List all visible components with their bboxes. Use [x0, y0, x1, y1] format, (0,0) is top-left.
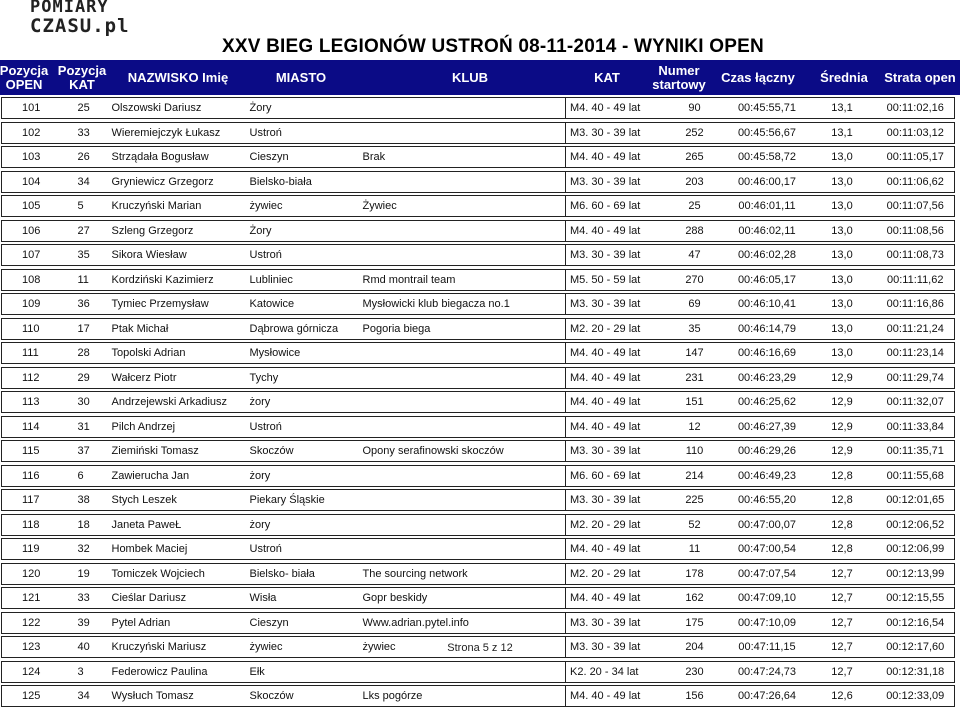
- cell-kat: M4. 40 - 49 lat: [566, 147, 663, 168]
- cell-pos-open: 113: [2, 392, 74, 413]
- cell-bib: 35: [663, 318, 727, 339]
- cell-pos-open: 116: [2, 465, 74, 486]
- table-row: [2, 98, 955, 119]
- cell-time: 00:47:09,10: [727, 588, 808, 609]
- cell-time: 00:46:23,29: [727, 367, 808, 388]
- cell-pos-kat: 27: [74, 220, 108, 241]
- cell-name: Ziemiński Tomasz: [108, 441, 246, 462]
- cell-bib: 270: [663, 269, 727, 290]
- cell-time: 00:46:10,41: [727, 294, 808, 315]
- cell-name: Topolski Adrian: [108, 343, 246, 364]
- cell-bib: 162: [663, 588, 727, 609]
- cell-bib: 178: [663, 563, 727, 584]
- table-row: [2, 539, 955, 560]
- cell-loss: 00:12:06,99: [877, 539, 955, 560]
- cell-name: Pilch Andrzej: [108, 416, 246, 437]
- table-row: [2, 441, 955, 462]
- cell-avg: 13,0: [808, 171, 877, 192]
- cell-name: Cieślar Dariusz: [108, 588, 246, 609]
- cell-club: [359, 514, 566, 535]
- cell-pos-kat: 37: [74, 441, 108, 462]
- cell-time: 00:46:00,17: [727, 171, 808, 192]
- cell-pos-open: 122: [2, 612, 74, 633]
- cell-bib: 231: [663, 367, 727, 388]
- cell-loss: 00:11:11,62: [877, 269, 955, 290]
- cell-name: Wieremiejczyk Łukasz: [108, 122, 246, 143]
- cell-name: Federowicz Paulina: [108, 661, 246, 682]
- cell-name: Kruczyński Mariusz: [108, 637, 246, 658]
- cell-kat: M3. 30 - 39 lat: [566, 245, 663, 266]
- cell-bib: 110: [663, 441, 727, 462]
- cell-bib: 12: [663, 416, 727, 437]
- cell-pos-open: 104: [2, 171, 74, 192]
- cell-time: 00:47:26,64: [727, 686, 808, 707]
- cell-pos-kat: 6: [74, 465, 108, 486]
- cell-bib: 265: [663, 147, 727, 168]
- cell-city: Mysłowice: [246, 343, 359, 364]
- table-row: [2, 612, 955, 633]
- cell-pos-open: 115: [2, 441, 74, 462]
- cell-time: 00:46:02,28: [727, 245, 808, 266]
- cell-city: Wisła: [246, 588, 359, 609]
- cell-club: The sourcing network: [359, 563, 566, 584]
- cell-time: 00:47:07,54: [727, 563, 808, 584]
- results-body: [2, 98, 955, 707]
- cell-city: Bielsko- biała: [246, 563, 359, 584]
- cell-pos-kat: 11: [74, 269, 108, 290]
- cell-time: 00:46:49,23: [727, 465, 808, 486]
- cell-club: Rmd montrail team: [359, 269, 566, 290]
- cell-avg: 13,0: [808, 318, 877, 339]
- cell-kat: M5. 50 - 59 lat: [566, 269, 663, 290]
- cell-bib: 214: [663, 465, 727, 486]
- cell-city: żywiec: [246, 196, 359, 217]
- cell-kat: M6. 60 - 69 lat: [566, 196, 663, 217]
- cell-city: Ustroń: [246, 122, 359, 143]
- cell-loss: 00:11:08,73: [877, 245, 955, 266]
- cell-club: Www.adrian.pytel.info: [359, 612, 566, 633]
- table-row: [2, 318, 955, 339]
- cell-bib: 69: [663, 294, 727, 315]
- cell-pos-open: 106: [2, 220, 74, 241]
- cell-city: Bielsko-biała: [246, 171, 359, 192]
- table-row: [2, 196, 955, 217]
- cell-pos-open: 107: [2, 245, 74, 266]
- cell-kat: M4. 40 - 49 lat: [566, 588, 663, 609]
- cell-pos-open: 121: [2, 588, 74, 609]
- cell-kat: M4. 40 - 49 lat: [566, 98, 663, 119]
- cell-bib: 203: [663, 171, 727, 192]
- cell-time: 00:46:02,11: [727, 220, 808, 241]
- cell-avg: 12,8: [808, 539, 877, 560]
- cell-kat: M4. 40 - 49 lat: [566, 343, 663, 364]
- cell-city: Żory: [246, 98, 359, 119]
- cell-city: Cieszyn: [246, 612, 359, 633]
- header-club: KLUB: [451, 69, 489, 85]
- table-row: [2, 661, 955, 682]
- site-logo: [30, 0, 130, 40]
- cell-name: Tymiec Przemysław: [108, 294, 246, 315]
- cell-loss: 00:11:08,56: [877, 220, 955, 241]
- cell-club: [359, 220, 566, 241]
- cell-kat: M3. 30 - 39 lat: [566, 441, 663, 462]
- cell-city: Cieszyn: [246, 147, 359, 168]
- cell-city: Skoczów: [246, 686, 359, 707]
- cell-pos-open: 119: [2, 539, 74, 560]
- cell-loss: 00:11:05,17: [877, 147, 955, 168]
- cell-club: Mysłowicki klub biegacza no.1: [359, 294, 566, 315]
- cell-name: Ptak Michał: [108, 318, 246, 339]
- cell-city: Żory: [246, 220, 359, 241]
- cell-kat: M2. 20 - 29 lat: [566, 563, 663, 584]
- cell-bib: 175: [663, 612, 727, 633]
- header-time: Czas łączny: [721, 69, 795, 85]
- cell-pos-open: 123: [2, 637, 74, 658]
- cell-loss: 00:11:07,56: [877, 196, 955, 217]
- page-footer: Strona 5 z 12: [447, 642, 513, 654]
- cell-time: 00:45:55,71: [727, 98, 808, 119]
- cell-city: żory: [246, 514, 359, 535]
- header-loss: Strata open: [884, 69, 956, 85]
- cell-avg: 13,0: [808, 147, 877, 168]
- table-row: [2, 392, 955, 413]
- header-name: NAZWISKO Imię: [127, 69, 229, 85]
- cell-pos-kat: 34: [74, 171, 108, 192]
- cell-club: żywiec: [359, 637, 566, 658]
- cell-time: 00:46:05,17: [727, 269, 808, 290]
- cell-time: 00:46:29,26: [727, 441, 808, 462]
- cell-loss: 00:11:23,14: [877, 343, 955, 364]
- cell-time: 00:46:55,20: [727, 490, 808, 511]
- cell-pos-kat: 17: [74, 318, 108, 339]
- cell-avg: 13,0: [808, 196, 877, 217]
- cell-name: Andrzejewski Arkadiusz: [108, 392, 246, 413]
- cell-bib: 151: [663, 392, 727, 413]
- cell-pos-kat: 40: [74, 637, 108, 658]
- cell-loss: 00:11:55,68: [877, 465, 955, 486]
- table-row: [2, 245, 955, 266]
- cell-time: 00:47:24,73: [727, 661, 808, 682]
- cell-bib: 156: [663, 686, 727, 707]
- cell-name: Olszowski Dariusz: [108, 98, 246, 119]
- cell-loss: 00:11:35,71: [877, 441, 955, 462]
- cell-name: Sikora Wiesław: [108, 245, 246, 266]
- table-row: [2, 686, 955, 707]
- header-bib: Numer startowy: [652, 62, 706, 92]
- cell-pos-open: 120: [2, 563, 74, 584]
- cell-time: 00:45:58,72: [727, 147, 808, 168]
- cell-name: Stych Leszek: [108, 490, 246, 511]
- table-row: [2, 367, 955, 388]
- cell-time: 00:46:16,69: [727, 343, 808, 364]
- cell-bib: 90: [663, 98, 727, 119]
- cell-pos-kat: 3: [74, 661, 108, 682]
- cell-pos-kat: 32: [74, 539, 108, 560]
- cell-kat: M3. 30 - 39 lat: [566, 637, 663, 658]
- cell-avg: 13,0: [808, 269, 877, 290]
- cell-pos-kat: 5: [74, 196, 108, 217]
- cell-loss: 00:12:31,18: [877, 661, 955, 682]
- cell-time: 00:47:00,07: [727, 514, 808, 535]
- cell-pos-kat: 26: [74, 147, 108, 168]
- table-row: [2, 122, 955, 143]
- cell-avg: 13,0: [808, 294, 877, 315]
- cell-bib: 25: [663, 196, 727, 217]
- cell-pos-kat: 34: [74, 686, 108, 707]
- cell-loss: 00:12:15,55: [877, 588, 955, 609]
- cell-time: 00:47:11,15: [727, 637, 808, 658]
- cell-city: Lubliniec: [246, 269, 359, 290]
- cell-name: Strządała Bogusław: [108, 147, 246, 168]
- cell-pos-open: 112: [2, 367, 74, 388]
- cell-kat: M3. 30 - 39 lat: [566, 122, 663, 143]
- table-row: [2, 294, 955, 315]
- cell-name: Zawierucha Jan: [108, 465, 246, 486]
- cell-pos-kat: 38: [74, 490, 108, 511]
- cell-club: Opony serafinowski skoczów: [359, 441, 566, 462]
- cell-loss: 00:11:16,86: [877, 294, 955, 315]
- table-row: [2, 465, 955, 486]
- cell-kat: M4. 40 - 49 lat: [566, 220, 663, 241]
- table-header: [0, 60, 960, 95]
- cell-kat: M2. 20 - 29 lat: [566, 514, 663, 535]
- cell-avg: 12,7: [808, 588, 877, 609]
- cell-avg: 13,0: [808, 220, 877, 241]
- cell-avg: 12,7: [808, 637, 877, 658]
- cell-loss: 00:12:17,60: [877, 637, 955, 658]
- cell-pos-kat: 31: [74, 416, 108, 437]
- cell-avg: 13,1: [808, 98, 877, 119]
- cell-name: Gryniewicz Grzegorz: [108, 171, 246, 192]
- cell-loss: 00:12:33,09: [877, 686, 955, 707]
- table-row: [2, 269, 955, 290]
- cell-city: Katowice: [246, 294, 359, 315]
- header-city: MIASTO: [275, 69, 327, 85]
- cell-bib: 147: [663, 343, 727, 364]
- cell-pos-open: 108: [2, 269, 74, 290]
- cell-club: [359, 98, 566, 119]
- cell-city: Ełk: [246, 661, 359, 682]
- cell-avg: 13,0: [808, 343, 877, 364]
- cell-pos-kat: 28: [74, 343, 108, 364]
- cell-bib: 288: [663, 220, 727, 241]
- cell-bib: 52: [663, 514, 727, 535]
- cell-pos-open: 111: [2, 343, 74, 364]
- cell-time: 00:47:10,09: [727, 612, 808, 633]
- cell-club: [359, 490, 566, 511]
- cell-bib: 47: [663, 245, 727, 266]
- cell-name: Hombek Maciej: [108, 539, 246, 560]
- cell-time: 00:46:25,62: [727, 392, 808, 413]
- cell-city: Tychy: [246, 367, 359, 388]
- cell-club: [359, 245, 566, 266]
- cell-loss: 00:11:06,62: [877, 171, 955, 192]
- cell-time: 00:46:01,11: [727, 196, 808, 217]
- table-row: [2, 147, 955, 168]
- logo-text-line1: POMIARY: [30, 0, 109, 17]
- cell-name: Pytel Adrian: [108, 612, 246, 633]
- cell-name: Wysłuch Tomasz: [108, 686, 246, 707]
- header-pos-kat: Pozycja KAT: [57, 62, 107, 92]
- cell-loss: 00:12:16,54: [877, 612, 955, 633]
- cell-avg: 13,1: [808, 122, 877, 143]
- cell-city: Ustroń: [246, 416, 359, 437]
- cell-name: Szleng Grzegorz: [108, 220, 246, 241]
- cell-kat: K2. 20 - 34 lat: [566, 661, 663, 682]
- cell-kat: M2. 20 - 29 lat: [566, 318, 663, 339]
- cell-bib: 204: [663, 637, 727, 658]
- cell-club: Brak: [359, 147, 566, 168]
- cell-city: Piekary Śląskie: [246, 490, 359, 511]
- cell-pos-kat: 29: [74, 367, 108, 388]
- cell-bib: 225: [663, 490, 727, 511]
- cell-pos-open: 103: [2, 147, 74, 168]
- cell-avg: 12,9: [808, 441, 877, 462]
- cell-time: 00:45:56,67: [727, 122, 808, 143]
- cell-avg: 12,7: [808, 612, 877, 633]
- cell-avg: 12,9: [808, 416, 877, 437]
- cell-loss: 00:11:21,24: [877, 318, 955, 339]
- cell-city: Ustroń: [246, 539, 359, 560]
- cell-pos-kat: 33: [74, 122, 108, 143]
- cell-loss: 00:11:02,16: [877, 98, 955, 119]
- cell-club: Gopr beskidy: [359, 588, 566, 609]
- cell-avg: 12,8: [808, 465, 877, 486]
- cell-club: [359, 661, 566, 682]
- cell-avg: 12,9: [808, 367, 877, 388]
- cell-loss: 00:11:03,12: [877, 122, 955, 143]
- cell-avg: 12,9: [808, 392, 877, 413]
- cell-name: Tomiczek Wojciech: [108, 563, 246, 584]
- cell-name: Wałcerz Piotr: [108, 367, 246, 388]
- cell-club: Pogoria biega: [359, 318, 566, 339]
- cell-city: Dąbrowa górnicza: [246, 318, 359, 339]
- cell-pos-open: 117: [2, 490, 74, 511]
- cell-city: żywiec: [246, 637, 359, 658]
- cell-club: [359, 539, 566, 560]
- cell-name: Kordziński Kazimierz: [108, 269, 246, 290]
- cell-loss: 00:11:33,84: [877, 416, 955, 437]
- cell-club: Żywiec: [359, 196, 566, 217]
- cell-loss: 00:11:29,74: [877, 367, 955, 388]
- cell-kat: M3. 30 - 39 lat: [566, 612, 663, 633]
- cell-pos-open: 109: [2, 294, 74, 315]
- cell-kat: M3. 30 - 39 lat: [566, 490, 663, 511]
- cell-kat: M4. 40 - 49 lat: [566, 392, 663, 413]
- cell-pos-open: 105: [2, 196, 74, 217]
- cell-city: Skoczów: [246, 441, 359, 462]
- cell-club: [359, 392, 566, 413]
- cell-pos-kat: 30: [74, 392, 108, 413]
- cell-bib: 252: [663, 122, 727, 143]
- cell-time: 00:47:00,54: [727, 539, 808, 560]
- cell-club: [359, 465, 566, 486]
- cell-kat: M4. 40 - 49 lat: [566, 539, 663, 560]
- cell-club: [359, 416, 566, 437]
- cell-club: [359, 122, 566, 143]
- cell-club: [359, 367, 566, 388]
- cell-kat: M6. 60 - 69 lat: [566, 465, 663, 486]
- cell-kat: M3. 30 - 39 lat: [566, 171, 663, 192]
- logo-text-line2: CZASU.pl: [30, 15, 130, 37]
- cell-pos-kat: 33: [74, 588, 108, 609]
- results-table: [1, 97, 955, 707]
- cell-avg: 12,8: [808, 514, 877, 535]
- header-avg: Średnia: [820, 69, 868, 85]
- table-row: [2, 490, 955, 511]
- table-row: [2, 220, 955, 241]
- cell-kat: M4. 40 - 49 lat: [566, 416, 663, 437]
- cell-pos-kat: 39: [74, 612, 108, 633]
- cell-pos-open: 124: [2, 661, 74, 682]
- cell-avg: 13,0: [808, 245, 877, 266]
- cell-name: Janeta PaweŁ: [108, 514, 246, 535]
- cell-bib: 11: [663, 539, 727, 560]
- table-row: [2, 171, 955, 192]
- cell-loss: 00:12:13,99: [877, 563, 955, 584]
- page-title: XXV BIEG LEGIONÓW USTROŃ 08-11-2014 - WYNIKI OPEN: [222, 36, 764, 57]
- cell-club: Lks pogórze: [359, 686, 566, 707]
- cell-club: [359, 343, 566, 364]
- cell-loss: 00:11:32,07: [877, 392, 955, 413]
- cell-avg: 12,7: [808, 661, 877, 682]
- table-row: [2, 588, 955, 609]
- cell-city: Ustroń: [246, 245, 359, 266]
- cell-pos-kat: 25: [74, 98, 108, 119]
- cell-name: Kruczyński Marian: [108, 196, 246, 217]
- table-row: [2, 563, 955, 584]
- cell-pos-open: 118: [2, 514, 74, 535]
- cell-time: 00:46:27,39: [727, 416, 808, 437]
- cell-loss: 00:12:01,65: [877, 490, 955, 511]
- cell-pos-open: 101: [2, 98, 74, 119]
- cell-city: żory: [246, 392, 359, 413]
- cell-pos-kat: 19: [74, 563, 108, 584]
- cell-pos-open: 125: [2, 686, 74, 707]
- header-kat: KAT: [594, 69, 620, 85]
- cell-pos-open: 110: [2, 318, 74, 339]
- cell-pos-kat: 18: [74, 514, 108, 535]
- table-row: [2, 416, 955, 437]
- cell-club: [359, 171, 566, 192]
- cell-bib: 230: [663, 661, 727, 682]
- table-row: [2, 514, 955, 535]
- header-pos-open: Pozycja OPEN: [0, 62, 49, 92]
- table-row: [2, 343, 955, 364]
- cell-pos-open: 102: [2, 122, 74, 143]
- cell-avg: 12,6: [808, 686, 877, 707]
- cell-avg: 12,7: [808, 563, 877, 584]
- cell-kat: M4. 40 - 49 lat: [566, 367, 663, 388]
- cell-avg: 12,8: [808, 490, 877, 511]
- cell-kat: M3. 30 - 39 lat: [566, 294, 663, 315]
- cell-pos-kat: 35: [74, 245, 108, 266]
- cell-time: 00:46:14,79: [727, 318, 808, 339]
- cell-pos-kat: 36: [74, 294, 108, 315]
- cell-city: żory: [246, 465, 359, 486]
- cell-loss: 00:12:06,52: [877, 514, 955, 535]
- cell-kat: M4. 40 - 49 lat: [566, 686, 663, 707]
- cell-pos-open: 114: [2, 416, 74, 437]
